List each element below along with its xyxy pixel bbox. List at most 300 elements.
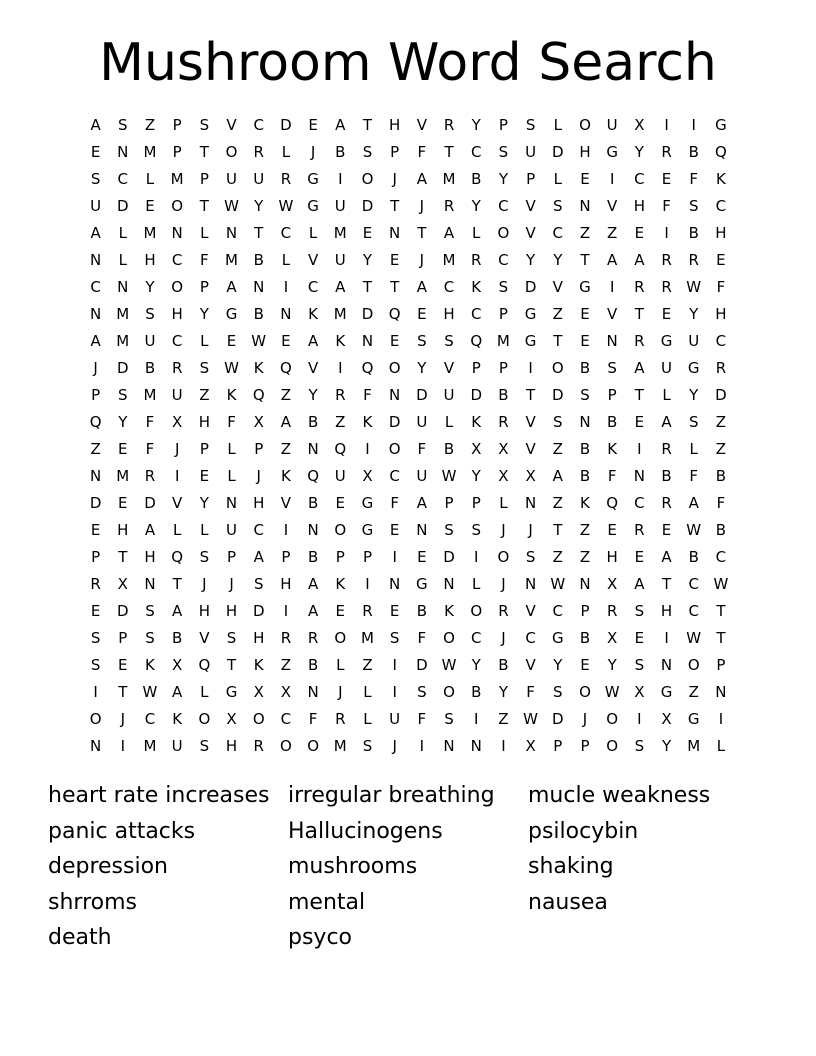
grid-letter[interactable]: F bbox=[689, 169, 699, 188]
grid-letter[interactable]: E bbox=[90, 142, 101, 161]
grid-letter[interactable]: G bbox=[307, 169, 319, 188]
grid-letter[interactable]: P bbox=[227, 547, 237, 566]
grid-letter[interactable]: V bbox=[199, 628, 210, 647]
grid-letter[interactable]: Q bbox=[171, 547, 184, 566]
grid-letter[interactable]: B bbox=[661, 466, 672, 485]
grid-letter[interactable]: S bbox=[634, 601, 645, 620]
grid-letter[interactable]: Q bbox=[361, 358, 374, 377]
grid-letter[interactable]: R bbox=[253, 142, 264, 161]
grid-letter[interactable]: A bbox=[307, 331, 319, 350]
grid-letter[interactable]: S bbox=[688, 196, 699, 215]
grid-letter[interactable]: G bbox=[660, 682, 673, 701]
grid-letter[interactable]: C bbox=[470, 304, 482, 323]
grid-letter[interactable]: Z bbox=[579, 547, 591, 566]
grid-letter[interactable]: P bbox=[254, 439, 264, 458]
grid-letter[interactable]: L bbox=[200, 223, 209, 242]
grid-letter[interactable]: T bbox=[417, 223, 427, 242]
grid-letter[interactable]: Z bbox=[715, 439, 727, 458]
grid-letter[interactable]: J bbox=[528, 520, 533, 539]
grid-letter[interactable]: C bbox=[117, 169, 129, 188]
grid-letter[interactable]: A bbox=[335, 277, 346, 296]
grid-letter[interactable]: C bbox=[307, 277, 319, 296]
grid-letter[interactable]: X bbox=[634, 115, 645, 134]
grid-letter[interactable]: Z bbox=[498, 709, 509, 728]
grid-letter[interactable]: F bbox=[689, 466, 699, 485]
grid-letter[interactable]: O bbox=[470, 601, 483, 620]
grid-letter[interactable]: J bbox=[229, 574, 234, 593]
grid-letter[interactable]: Z bbox=[579, 223, 591, 242]
grid-letter[interactable]: X bbox=[253, 682, 264, 701]
grid-letter[interactable]: M bbox=[170, 169, 184, 188]
grid-letter[interactable]: L bbox=[145, 169, 155, 188]
grid-letter[interactable]: D bbox=[361, 304, 374, 323]
grid-letter[interactable]: C bbox=[715, 331, 727, 350]
grid-letter[interactable]: I bbox=[174, 466, 180, 485]
grid-letter[interactable]: F bbox=[417, 709, 427, 728]
grid-letter[interactable]: H bbox=[579, 142, 591, 161]
grid-letter[interactable]: P bbox=[199, 277, 209, 296]
grid-letter[interactable]: A bbox=[90, 223, 101, 242]
grid-letter[interactable]: A bbox=[226, 277, 237, 296]
grid-letter[interactable]: Z bbox=[362, 655, 373, 674]
grid-letter[interactable]: U bbox=[416, 466, 428, 485]
grid-letter[interactable]: A bbox=[688, 493, 699, 512]
grid-letter[interactable]: H bbox=[225, 601, 238, 620]
grid-letter[interactable]: O bbox=[225, 142, 238, 161]
grid-letter[interactable]: F bbox=[607, 466, 617, 485]
grid-letter[interactable]: M bbox=[225, 250, 238, 269]
grid-letter[interactable]: E bbox=[580, 304, 590, 323]
grid-letter[interactable]: P bbox=[172, 142, 182, 161]
grid-letter[interactable]: S bbox=[553, 682, 563, 701]
grid-letter[interactable]: E bbox=[335, 601, 346, 620]
grid-letter[interactable]: F bbox=[363, 385, 372, 404]
grid-letter[interactable]: L bbox=[200, 331, 209, 350]
grid-letter[interactable]: M bbox=[333, 736, 347, 755]
grid-letter[interactable]: J bbox=[582, 709, 588, 728]
grid-letter[interactable]: H bbox=[117, 520, 129, 539]
grid-letter[interactable]: D bbox=[524, 277, 537, 296]
grid-letter[interactable]: V bbox=[307, 250, 319, 269]
grid-letter[interactable]: S bbox=[553, 412, 563, 431]
grid-letter[interactable]: L bbox=[281, 250, 291, 269]
grid-letter[interactable]: N bbox=[117, 277, 129, 296]
grid-letter[interactable]: N bbox=[715, 682, 727, 701]
grid-letter[interactable]: L bbox=[472, 223, 481, 242]
grid-letter[interactable]: V bbox=[525, 196, 536, 215]
grid-letter[interactable]: H bbox=[389, 115, 401, 134]
grid-letter[interactable]: M bbox=[333, 223, 347, 242]
grid-letter[interactable]: R bbox=[280, 628, 292, 647]
grid-letter[interactable]: Y bbox=[308, 385, 318, 404]
grid-letter[interactable]: R bbox=[335, 385, 346, 404]
grid-letter[interactable]: H bbox=[171, 304, 183, 323]
grid-letter[interactable]: C bbox=[470, 142, 482, 161]
grid-letter[interactable]: P bbox=[362, 547, 372, 566]
grid-letter[interactable]: W bbox=[224, 358, 239, 377]
grid-letter[interactable]: M bbox=[116, 304, 130, 323]
grid-letter[interactable]: A bbox=[90, 331, 101, 350]
grid-letter[interactable]: U bbox=[661, 358, 673, 377]
grid-letter[interactable]: O bbox=[606, 709, 619, 728]
grid-letter[interactable]: D bbox=[280, 115, 292, 134]
grid-letter[interactable]: R bbox=[661, 142, 672, 161]
grid-letter[interactable]: N bbox=[361, 331, 374, 350]
grid-letter[interactable]: R bbox=[443, 115, 455, 134]
grid-letter[interactable]: P bbox=[91, 547, 101, 566]
grid-letter[interactable]: V bbox=[525, 412, 536, 431]
grid-letter[interactable]: T bbox=[661, 574, 672, 593]
grid-letter[interactable]: H bbox=[443, 304, 455, 323]
grid-letter[interactable]: P bbox=[199, 439, 209, 458]
grid-letter[interactable]: I bbox=[664, 223, 669, 242]
grid-letter[interactable]: A bbox=[335, 115, 346, 134]
grid-letter[interactable]: C bbox=[634, 493, 645, 512]
grid-letter[interactable]: B bbox=[579, 628, 591, 647]
grid-letter[interactable]: R bbox=[661, 493, 672, 512]
grid-letter[interactable]: T bbox=[362, 115, 373, 134]
grid-letter[interactable]: W bbox=[441, 466, 457, 485]
grid-letter[interactable]: X bbox=[498, 466, 509, 485]
grid-letter[interactable]: S bbox=[90, 628, 101, 647]
grid-letter[interactable]: K bbox=[471, 277, 482, 296]
grid-letter[interactable]: X bbox=[498, 439, 509, 458]
grid-letter[interactable]: D bbox=[361, 196, 374, 215]
grid-letter[interactable]: O bbox=[579, 115, 591, 134]
grid-letter[interactable]: J bbox=[419, 196, 425, 215]
grid-letter[interactable]: R bbox=[498, 412, 509, 431]
grid-letter[interactable]: Q bbox=[307, 466, 319, 485]
grid-letter[interactable]: E bbox=[362, 223, 373, 242]
grid-letter[interactable]: K bbox=[471, 412, 482, 431]
grid-letter[interactable]: Z bbox=[688, 682, 699, 701]
grid-letter[interactable]: O bbox=[579, 682, 591, 701]
grid-letter[interactable]: L bbox=[200, 682, 209, 701]
grid-letter[interactable]: P bbox=[471, 493, 481, 512]
grid-letter[interactable]: R bbox=[362, 601, 373, 620]
grid-letter[interactable]: R bbox=[634, 520, 645, 539]
grid-letter[interactable]: W bbox=[278, 196, 294, 215]
grid-letter[interactable]: M bbox=[143, 142, 157, 161]
grid-letter[interactable]: J bbox=[202, 574, 207, 593]
grid-letter[interactable]: V bbox=[607, 196, 618, 215]
grid-letter[interactable]: Y bbox=[526, 250, 536, 269]
grid-letter[interactable]: B bbox=[715, 466, 727, 485]
grid-letter[interactable]: M bbox=[116, 331, 130, 350]
grid-letter[interactable]: N bbox=[389, 385, 401, 404]
grid-letter[interactable]: E bbox=[118, 439, 128, 458]
grid-letter[interactable]: S bbox=[253, 574, 264, 593]
grid-letter[interactable]: Z bbox=[715, 412, 727, 431]
grid-letter[interactable]: A bbox=[416, 493, 427, 512]
grid-letter[interactable]: Y bbox=[362, 250, 373, 269]
grid-letter[interactable]: X bbox=[661, 709, 672, 728]
grid-letter[interactable]: I bbox=[718, 709, 724, 728]
grid-letter[interactable]: U bbox=[253, 169, 265, 188]
grid-letter[interactable]: H bbox=[660, 601, 673, 620]
grid-letter[interactable]: A bbox=[280, 412, 292, 431]
grid-letter[interactable]: O bbox=[307, 736, 319, 755]
grid-letter[interactable]: Y bbox=[689, 385, 699, 404]
grid-letter[interactable]: I bbox=[419, 736, 425, 755]
grid-letter[interactable]: L bbox=[444, 412, 454, 431]
grid-letter[interactable]: E bbox=[661, 520, 672, 539]
grid-letter[interactable]: X bbox=[226, 709, 237, 728]
grid-letter[interactable]: I bbox=[637, 439, 642, 458]
grid-letter[interactable]: X bbox=[117, 574, 128, 593]
grid-letter[interactable]: J bbox=[256, 466, 261, 485]
grid-letter[interactable]: X bbox=[172, 412, 183, 431]
grid-letter[interactable]: E bbox=[90, 601, 101, 620]
grid-letter[interactable]: R bbox=[498, 601, 509, 620]
grid-letter[interactable]: P bbox=[498, 115, 508, 134]
grid-letter[interactable]: M bbox=[360, 628, 374, 647]
grid-letter[interactable]: X bbox=[525, 736, 536, 755]
grid-letter[interactable]: P bbox=[580, 736, 590, 755]
grid-letter[interactable]: B bbox=[253, 250, 264, 269]
grid-letter[interactable]: S bbox=[444, 709, 454, 728]
grid-letter[interactable]: A bbox=[253, 547, 264, 566]
grid-letter[interactable]: P bbox=[498, 358, 508, 377]
grid-letter[interactable]: S bbox=[525, 547, 536, 566]
grid-letter[interactable]: P bbox=[526, 169, 536, 188]
grid-letter[interactable]: B bbox=[144, 358, 156, 377]
grid-letter[interactable]: A bbox=[172, 601, 183, 620]
grid-letter[interactable]: A bbox=[416, 277, 427, 296]
grid-letter[interactable]: P bbox=[716, 655, 726, 674]
grid-letter[interactable]: S bbox=[389, 628, 400, 647]
grid-letter[interactable]: F bbox=[390, 493, 399, 512]
grid-letter[interactable]: R bbox=[335, 709, 346, 728]
grid-letter[interactable]: A bbox=[607, 250, 618, 269]
grid-letter[interactable]: Q bbox=[280, 358, 292, 377]
grid-letter[interactable]: I bbox=[474, 547, 479, 566]
grid-letter[interactable]: T bbox=[172, 574, 182, 593]
grid-letter[interactable]: S bbox=[417, 331, 427, 350]
grid-letter[interactable]: S bbox=[362, 142, 373, 161]
grid-letter[interactable]: B bbox=[579, 466, 591, 485]
grid-letter[interactable]: L bbox=[118, 250, 127, 269]
grid-letter[interactable]: Q bbox=[198, 655, 211, 674]
grid-letter[interactable]: I bbox=[338, 358, 343, 377]
grid-letter[interactable]: F bbox=[200, 250, 209, 269]
grid-letter[interactable]: B bbox=[579, 439, 591, 458]
grid-letter[interactable]: C bbox=[552, 601, 564, 620]
grid-letter[interactable]: Z bbox=[552, 304, 563, 323]
grid-letter[interactable]: Y bbox=[471, 655, 481, 674]
grid-letter[interactable]: G bbox=[416, 574, 428, 593]
grid-letter[interactable]: L bbox=[227, 439, 236, 458]
grid-letter[interactable]: P bbox=[471, 358, 481, 377]
grid-letter[interactable]: C bbox=[715, 547, 727, 566]
grid-letter[interactable]: C bbox=[498, 196, 509, 215]
grid-letter[interactable]: T bbox=[199, 142, 209, 161]
grid-letter[interactable]: N bbox=[89, 466, 102, 485]
grid-letter[interactable]: D bbox=[715, 385, 727, 404]
grid-letter[interactable]: F bbox=[662, 196, 671, 215]
grid-letter[interactable]: E bbox=[661, 304, 672, 323]
grid-letter[interactable]: V bbox=[416, 115, 427, 134]
grid-letter[interactable]: N bbox=[443, 736, 455, 755]
grid-letter[interactable]: R bbox=[606, 601, 618, 620]
grid-letter[interactable]: G bbox=[524, 331, 537, 350]
grid-letter[interactable]: B bbox=[715, 520, 727, 539]
grid-letter[interactable]: D bbox=[443, 547, 455, 566]
grid-letter[interactable]: U bbox=[389, 709, 401, 728]
grid-letter[interactable]: F bbox=[526, 682, 535, 701]
grid-letter[interactable]: E bbox=[389, 520, 400, 539]
grid-letter[interactable]: V bbox=[280, 493, 292, 512]
grid-letter[interactable]: B bbox=[471, 682, 482, 701]
grid-letter[interactable]: F bbox=[145, 439, 155, 458]
grid-letter[interactable]: S bbox=[145, 628, 155, 647]
grid-letter[interactable]: N bbox=[579, 574, 591, 593]
grid-letter[interactable]: J bbox=[174, 439, 180, 458]
grid-letter[interactable]: M bbox=[442, 250, 456, 269]
grid-letter[interactable]: D bbox=[89, 493, 102, 512]
grid-letter[interactable]: R bbox=[661, 250, 672, 269]
grid-letter[interactable]: W bbox=[604, 682, 620, 701]
grid-letter[interactable]: T bbox=[254, 223, 264, 242]
grid-letter[interactable]: I bbox=[93, 682, 98, 701]
grid-letter[interactable]: C bbox=[443, 277, 455, 296]
grid-letter[interactable]: F bbox=[716, 493, 726, 512]
grid-letter[interactable]: B bbox=[307, 655, 319, 674]
grid-letter[interactable]: R bbox=[443, 196, 455, 215]
grid-letter[interactable]: T bbox=[118, 682, 128, 701]
grid-letter[interactable]: G bbox=[225, 682, 238, 701]
grid-letter[interactable]: C bbox=[171, 331, 183, 350]
grid-letter[interactable]: U bbox=[334, 250, 346, 269]
grid-letter[interactable]: Y bbox=[471, 115, 481, 134]
grid-letter[interactable]: N bbox=[524, 574, 537, 593]
grid-letter[interactable]: E bbox=[716, 250, 726, 269]
grid-letter[interactable]: Z bbox=[90, 439, 101, 458]
grid-letter[interactable]: P bbox=[91, 385, 101, 404]
grid-letter[interactable]: G bbox=[606, 142, 618, 161]
grid-letter[interactable]: E bbox=[634, 547, 645, 566]
grid-letter[interactable]: E bbox=[145, 196, 155, 215]
grid-letter[interactable]: T bbox=[390, 196, 400, 215]
grid-letter[interactable]: T bbox=[716, 628, 726, 647]
grid-letter[interactable]: H bbox=[253, 493, 265, 512]
grid-letter[interactable]: C bbox=[389, 466, 400, 485]
grid-letter[interactable]: O bbox=[687, 655, 700, 674]
grid-letter[interactable]: C bbox=[552, 223, 564, 242]
grid-letter[interactable]: I bbox=[474, 709, 479, 728]
grid-letter[interactable]: S bbox=[498, 277, 509, 296]
grid-letter[interactable]: N bbox=[117, 142, 129, 161]
grid-letter[interactable]: O bbox=[198, 709, 211, 728]
grid-letter[interactable]: U bbox=[334, 196, 346, 215]
grid-letter[interactable]: W bbox=[523, 709, 539, 728]
grid-letter[interactable]: X bbox=[253, 412, 264, 431]
grid-letter[interactable]: O bbox=[280, 736, 292, 755]
grid-letter[interactable]: S bbox=[199, 736, 210, 755]
grid-letter[interactable]: H bbox=[144, 250, 156, 269]
grid-letter[interactable]: V bbox=[525, 655, 536, 674]
grid-letter[interactable]: C bbox=[280, 223, 292, 242]
grid-letter[interactable]: Y bbox=[471, 466, 481, 485]
grid-letter[interactable]: S bbox=[90, 169, 101, 188]
grid-letter[interactable]: G bbox=[307, 196, 319, 215]
grid-letter[interactable]: B bbox=[253, 304, 264, 323]
grid-letter[interactable]: N bbox=[443, 574, 455, 593]
grid-letter[interactable]: H bbox=[280, 574, 292, 593]
grid-letter[interactable]: E bbox=[226, 331, 237, 350]
grid-letter[interactable]: Y bbox=[634, 142, 644, 161]
grid-letter[interactable]: Q bbox=[334, 439, 347, 458]
grid-letter[interactable]: J bbox=[501, 628, 506, 647]
grid-letter[interactable]: Y bbox=[498, 682, 508, 701]
grid-letter[interactable]: T bbox=[634, 385, 644, 404]
grid-letter[interactable]: R bbox=[471, 250, 482, 269]
grid-letter[interactable]: P bbox=[390, 142, 400, 161]
grid-letter[interactable]: D bbox=[416, 655, 428, 674]
grid-letter[interactable]: J bbox=[419, 250, 425, 269]
grid-letter[interactable]: M bbox=[496, 331, 510, 350]
grid-letter[interactable]: H bbox=[715, 223, 727, 242]
grid-letter[interactable]: I bbox=[338, 169, 343, 188]
grid-letter[interactable]: U bbox=[144, 331, 156, 350]
grid-letter[interactable]: Q bbox=[715, 142, 727, 161]
grid-letter[interactable]: L bbox=[662, 385, 671, 404]
grid-letter[interactable]: L bbox=[200, 520, 209, 539]
grid-letter[interactable]: N bbox=[633, 466, 645, 485]
grid-letter[interactable]: R bbox=[661, 277, 672, 296]
grid-letter[interactable]: L bbox=[553, 169, 562, 188]
grid-letter[interactable]: I bbox=[365, 439, 370, 458]
grid-letter[interactable]: D bbox=[388, 412, 401, 431]
grid-letter[interactable]: T bbox=[553, 331, 563, 350]
grid-letter[interactable]: W bbox=[142, 682, 158, 701]
grid-letter[interactable]: S bbox=[471, 520, 481, 539]
grid-letter[interactable]: V bbox=[552, 277, 563, 296]
grid-letter[interactable]: I bbox=[609, 277, 615, 296]
grid-letter[interactable]: P bbox=[607, 385, 617, 404]
grid-letter[interactable]: D bbox=[117, 601, 129, 620]
grid-letter[interactable]: M bbox=[143, 223, 157, 242]
grid-letter[interactable]: V bbox=[607, 304, 618, 323]
grid-letter[interactable]: Y bbox=[607, 655, 617, 674]
grid-letter[interactable]: U bbox=[226, 169, 238, 188]
grid-letter[interactable]: X bbox=[280, 682, 292, 701]
grid-letter[interactable]: B bbox=[688, 223, 699, 242]
grid-letter[interactable]: O bbox=[443, 628, 455, 647]
grid-letter[interactable]: I bbox=[120, 736, 125, 755]
grid-letter[interactable]: P bbox=[553, 736, 563, 755]
grid-letter[interactable]: J bbox=[392, 169, 397, 188]
grid-letter[interactable]: O bbox=[252, 709, 265, 728]
grid-letter[interactable]: D bbox=[552, 385, 564, 404]
grid-letter[interactable]: B bbox=[307, 412, 319, 431]
grid-letter[interactable]: N bbox=[307, 520, 319, 539]
grid-letter[interactable]: C bbox=[525, 628, 536, 647]
grid-letter[interactable]: U bbox=[688, 331, 700, 350]
grid-letter[interactable]: X bbox=[471, 439, 482, 458]
grid-letter[interactable]: L bbox=[363, 709, 372, 728]
grid-letter[interactable]: E bbox=[634, 223, 645, 242]
grid-letter[interactable]: I bbox=[283, 277, 289, 296]
grid-letter[interactable]: B bbox=[607, 412, 618, 431]
grid-letter[interactable]: E bbox=[417, 304, 427, 323]
grid-letter[interactable]: S bbox=[362, 736, 373, 755]
grid-letter[interactable]: E bbox=[281, 331, 291, 350]
grid-letter[interactable]: R bbox=[90, 574, 101, 593]
grid-letter[interactable]: T bbox=[526, 385, 536, 404]
grid-letter[interactable]: U bbox=[171, 385, 183, 404]
grid-letter[interactable]: J bbox=[120, 709, 125, 728]
